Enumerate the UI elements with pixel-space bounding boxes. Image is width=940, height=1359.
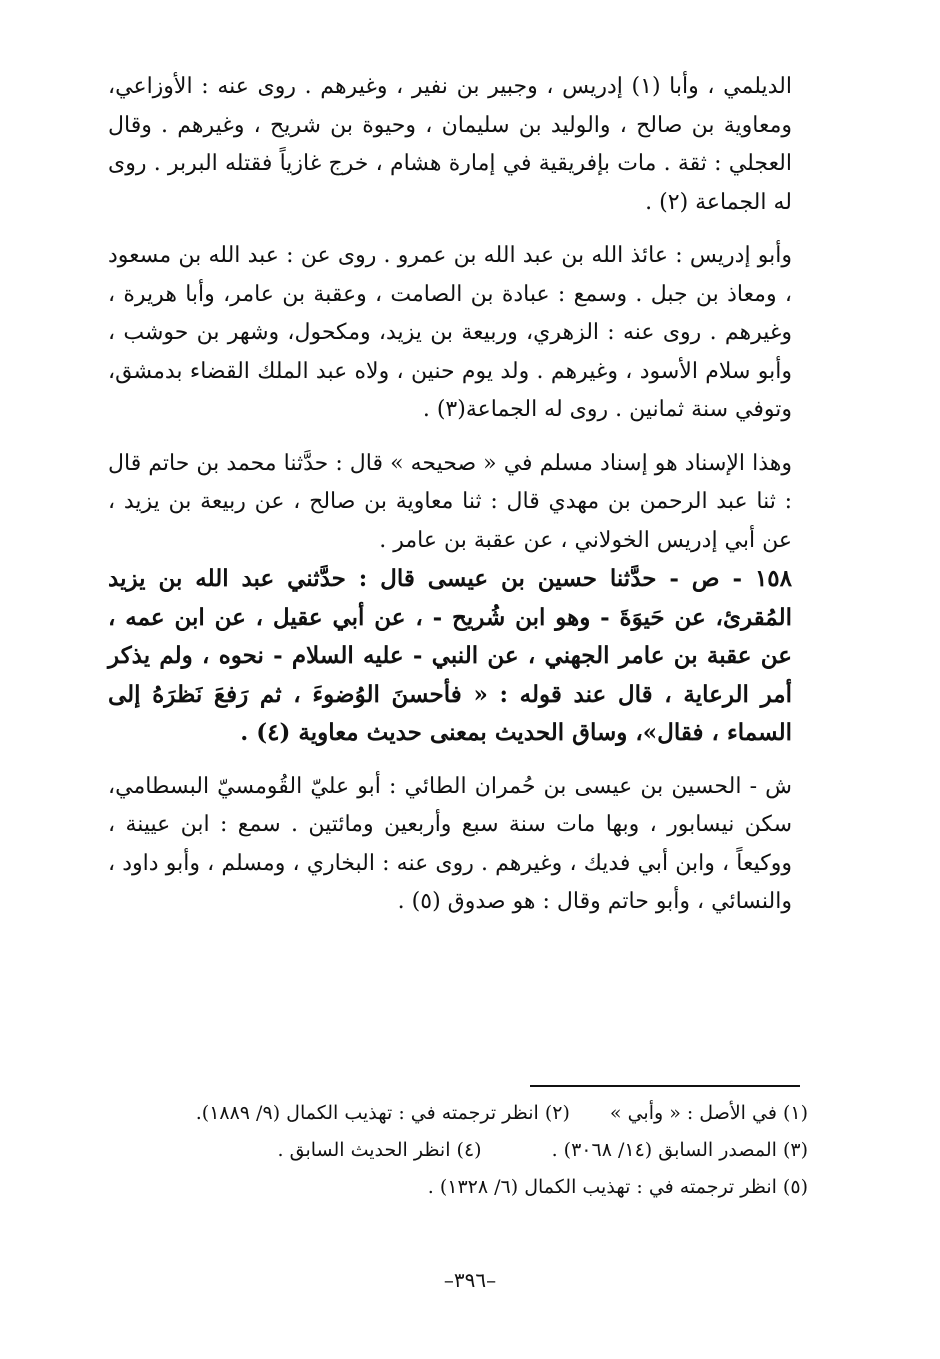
paragraph-3: وهذا الإسناد هو إسناد مسلم في « صحيحه » قال : حدَّثنا محمد بن حاتم قال : ثنا عبد الرحمن بن مهدي قال : ثنا معاوية بن صالح ، عن ربيعة بن يزيد ، عن أبي إدريس الخولاني ، عن عقبة بن عامر . bbox=[108, 450, 792, 553]
footnote-line-2 bbox=[108, 1132, 808, 1169]
footnote-5: (٥) انظر ترجمته في : تهذيب الكمال (٦/ ١٣٢٨) . bbox=[427, 1176, 808, 1198]
page-number: –٣٩٦– bbox=[443, 1268, 497, 1292]
footnote-line-1 bbox=[108, 1095, 808, 1132]
footnote-1: (١) في الأصل : « وأبي » bbox=[609, 1102, 808, 1124]
footnote-2: (٢) انظر ترجمته في : تهذيب الكمال (٩/ ١٨٨٩). bbox=[195, 1102, 570, 1124]
footnote-divider bbox=[530, 1085, 800, 1087]
paragraph-1: الديلمي ، وأبا (١) إدريس ، وجبير بن نفير ، وغيرهم . روى عنه : الأوزاعي، ومعاوية بن صالح ، والوليد بن سليمان ، وحيوة بن شريح ، وغيرهم . وقال العجلي : ثقة . مات بإفريقية في إمارة هشام ، خرج غازياً فقتله البربر . روى له الجماعة (٢) . bbox=[108, 74, 792, 215]
hadith-158: ١٥٨ - ص - حدَّثنا حسين بن عيسى قال : حدَّثني عبد الله بن يزيد المُقرئ، عن حَيوَةَ - وهو ابن شُريح - ، عن أبي عقيل ، عن ابن عمه ، عن عقبة بن عامر الجهني ، عن النبي - عليه السلام - نحوه ، ولم يذكر أمر الرعاية ، قال عند قوله : « فأحسنَ الوُضوءَ ، ثم رَفعَ نَظرَهُ إلى السماء ، فقال»، وساق الحديث بمعنى حديث معاوية (٤) . bbox=[108, 565, 792, 746]
footnote-3: (٣) المصدر السابق (١٤/ ٣٠٦٨) . bbox=[551, 1139, 808, 1161]
page-body bbox=[108, 68, 792, 922]
footnote-line-3 bbox=[108, 1169, 808, 1206]
footnote-4: (٤) انظر الحديث السابق . bbox=[277, 1139, 482, 1161]
footnotes bbox=[108, 1095, 808, 1206]
paragraph-5: ش - الحسين بن عيسى بن حُمران الطائي : أبو عليّ القُومسيّ البسطامي، سكن نيسابور ، وبها مات سنة سبع وأربعين ومائتين . سمع : ابن عيينة ، ووكيعاً ، وابن أبي فديك ، وغيرهم . روى عنه : البخاري ، ومسلم ، وأبو داود ، والنسائي ، وأبو حاتم وقال : هو صدوق (٥) . bbox=[108, 773, 792, 914]
paragraph-2: وأبو إدريس : عائذ الله بن عبد الله بن عمرو . روى عن : عبد الله بن مسعود ، ومعاذ بن جبل . وسمع : عبادة بن الصامت ، وعقبة بن عامر، وأبا هريرة ، وغيرهم . روى عنه : الزهري، وربيعة بن يزيد، ومكحول، وشهر بن حوشب ، وأبو سلام الأسود ، وغيرهم . ولد يوم حنين ، ولاه عبد الملك القضاء بدمشق، وتوفي سنة ثمانين . روى له الجماعة(٣) . bbox=[108, 243, 792, 422]
